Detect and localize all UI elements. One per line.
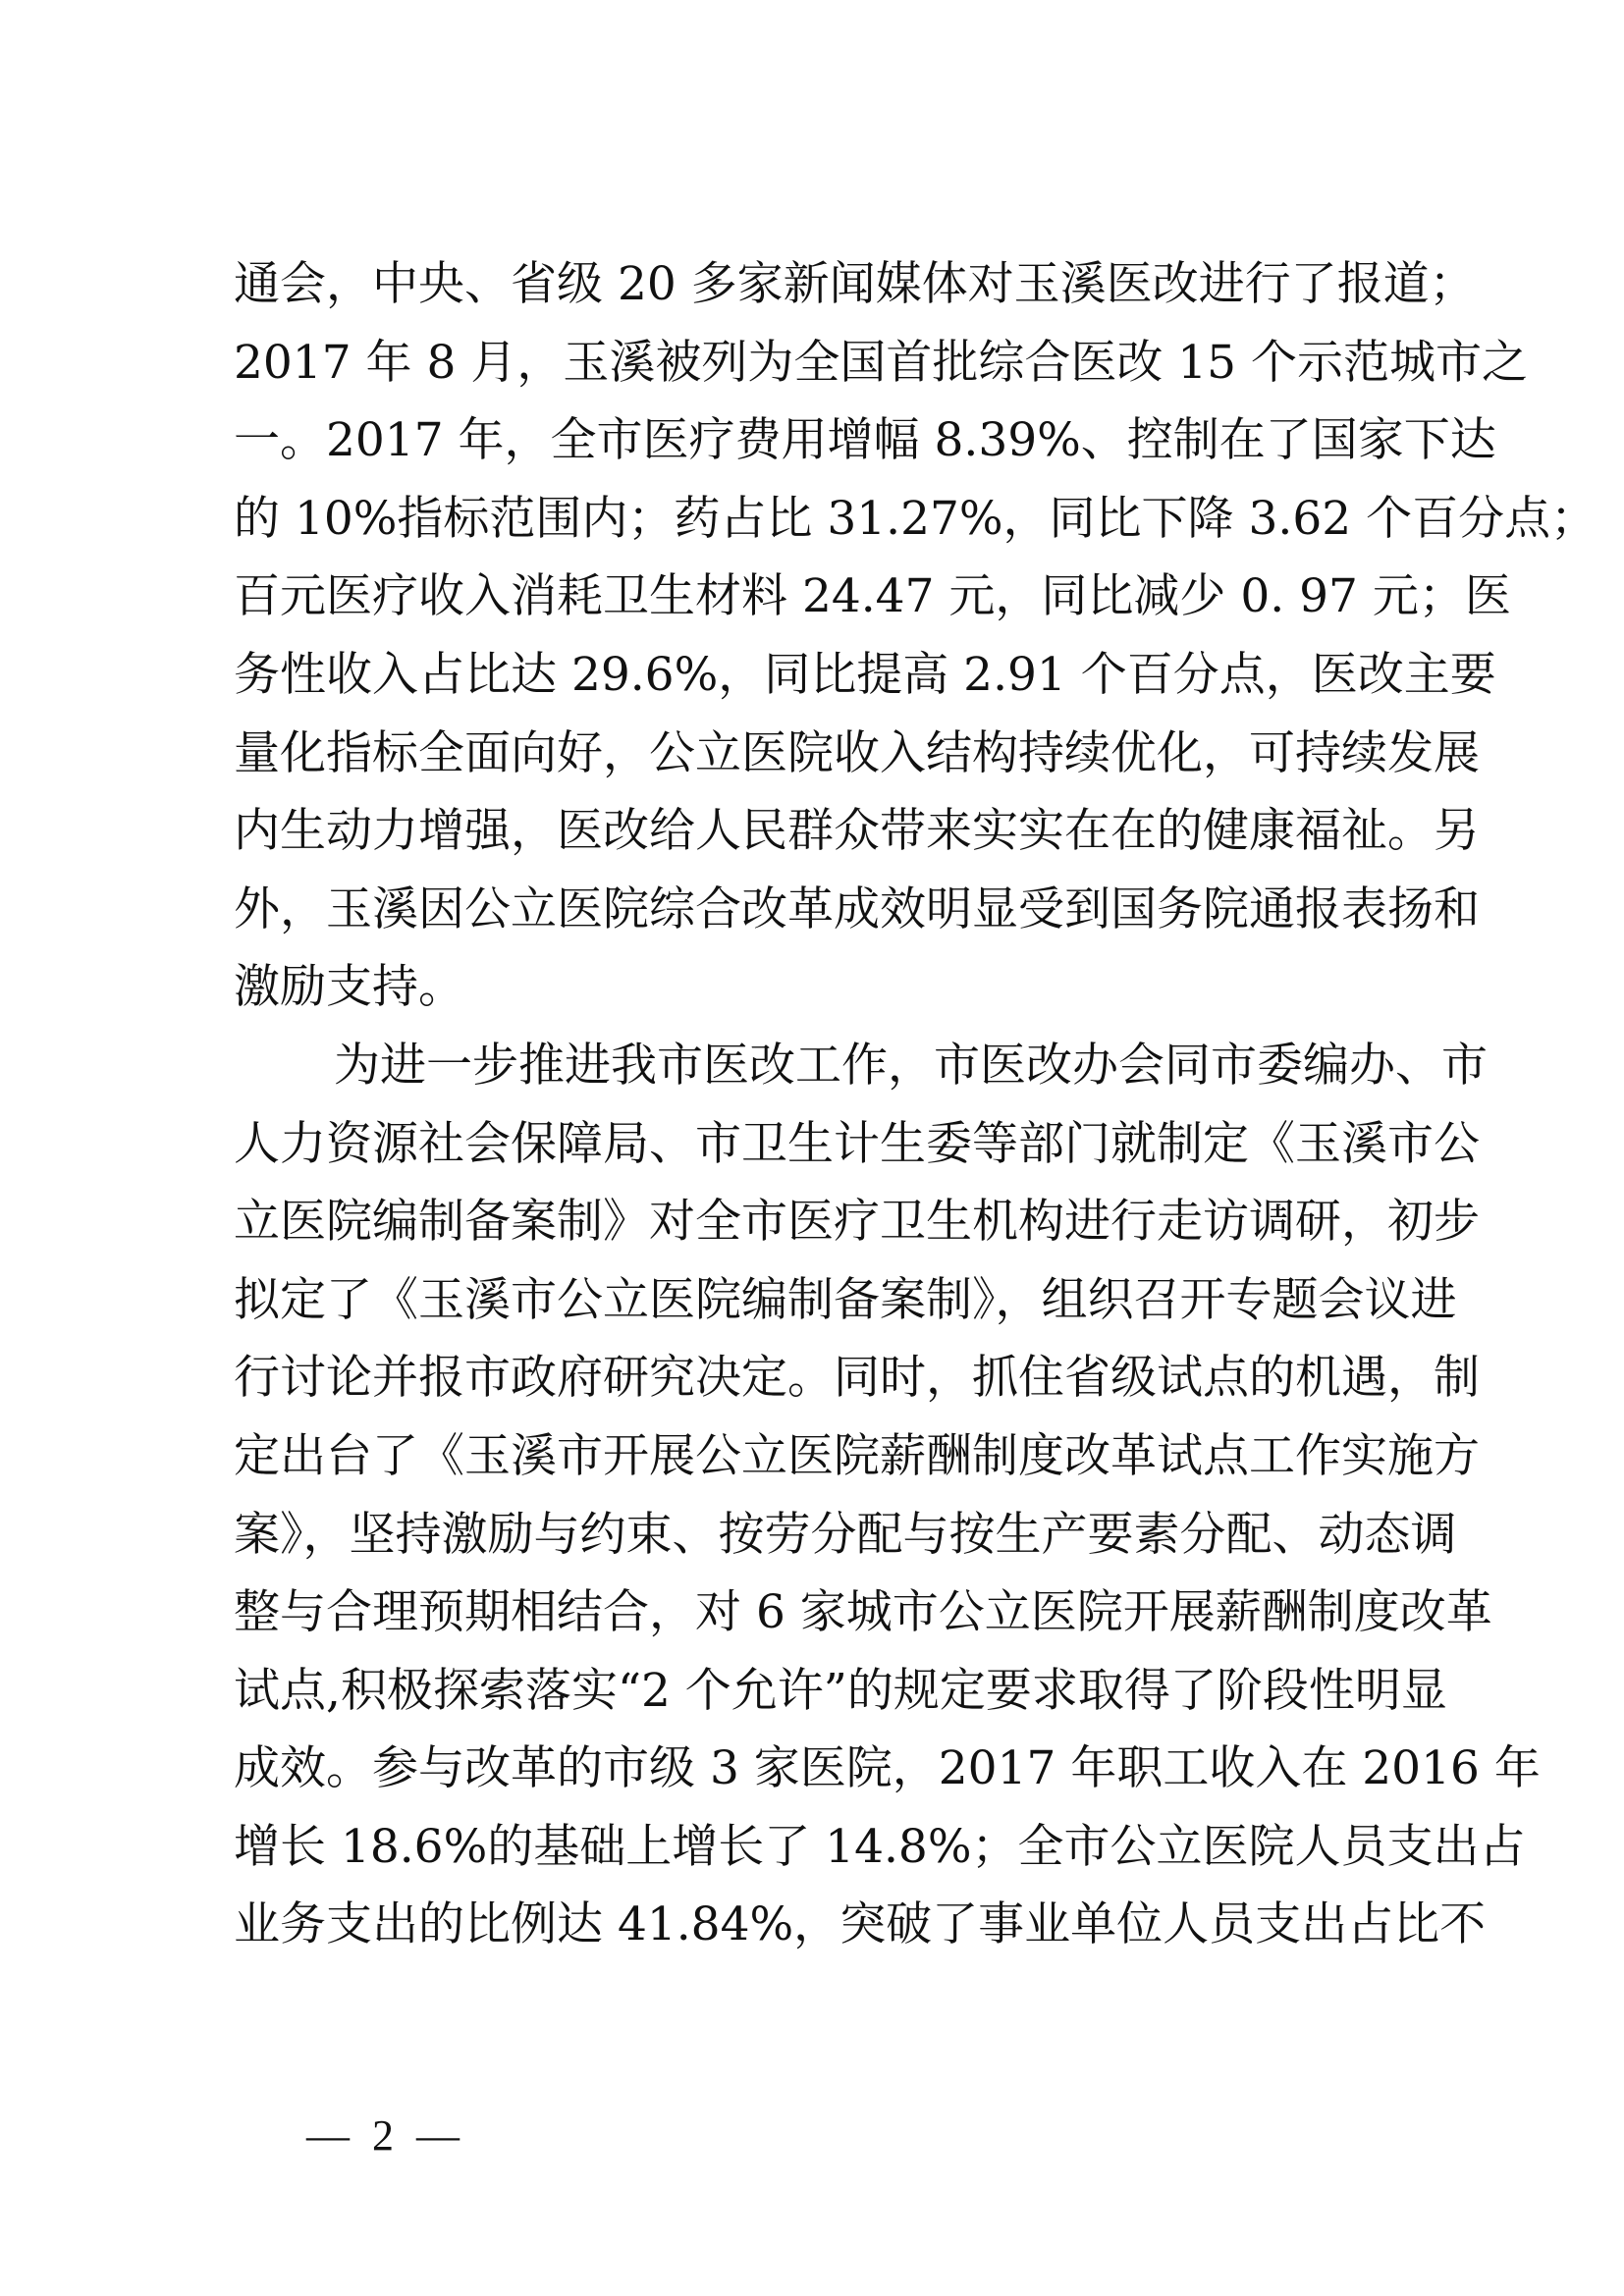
text-line: 人力资源社会保障局、市卫生计生委等部门就制定《玉溪市公 [234,1116,1480,1171]
text-line: 量化指标全面向好，公立医院收入结构持续优化，可持续发展 [234,725,1480,780]
text-line: 通会，中央、省级 20 多家新闻媒体对玉溪医改进行了报道； [234,257,1476,311]
page-number: — 2 — [306,2111,465,2160]
text-line: 内生动力增强，医改给人民群众带来实实在在的健康福祉。另 [234,804,1480,859]
text-line: 务性收入占比达 29.6%，同比提高 2.91 个百分点，医改主要 [234,647,1496,702]
text-line: 的 10%指标范围内；药占比 31.27%，同比下降 3.62 个百分点； [234,491,1597,546]
text-line: 定出台了《玉溪市开展公立医院薪酬制度改革试点工作实施方 [234,1428,1480,1483]
text-line: 外，玉溪因公立医院综合改革成效明显受到国务院通报表扬和 [234,881,1480,936]
text-line: 激励支持。 [234,960,464,1015]
text-line: 为进一步推进我市医改工作，市医改办会同市委编办、市 [334,1038,1488,1093]
text-line: 业务支出的比例达 41.84%，突破了事业单位人员支出占比不 [234,1897,1487,1952]
text-line: 成效。参与改革的市级 3 家医院，2017 年职工收入在 2016 年 [234,1741,1541,1796]
text-line: 行讨论并报市政府研究决定。同时，抓住省级试点的机遇，制 [234,1351,1480,1406]
paragraph-1 [234,245,1597,1027]
text-line: 立医院编制备案制》对全市医疗卫生机构进行走访调研，初步 [234,1195,1480,1250]
text-line: 百元医疗收入消耗卫生材料 24.47 元，同比减少 0. 97 元；医 [234,569,1511,624]
text-line: 拟定了《玉溪市公立医院编制备案制》，组织召开专题会议进 [234,1272,1457,1327]
body-text [234,245,1597,1964]
text-line: 案》，坚持激励与约束、按劳分配与按生产要素分配、动态调 [234,1507,1457,1562]
text-line: 一。2017 年，全市医疗费用增幅 8.39%、控制在了国家下达 [234,413,1496,468]
text-line: 2017 年 8 月，玉溪被列为全国首批综合医改 15 个示范城市之 [234,335,1529,390]
paragraph-2 [234,1027,1541,1964]
text-line: 增长 18.6%的基础上增长了 14.8%；全市公立医院人员支出占 [234,1819,1526,1874]
text-line: 整与合理预期相结合，对 6 家城市公立医院开展薪酬制度改革 [234,1585,1492,1640]
text-line: 试点,积极探索落实“2 个允许”的规定要求取得了阶段性明显 [234,1663,1447,1718]
